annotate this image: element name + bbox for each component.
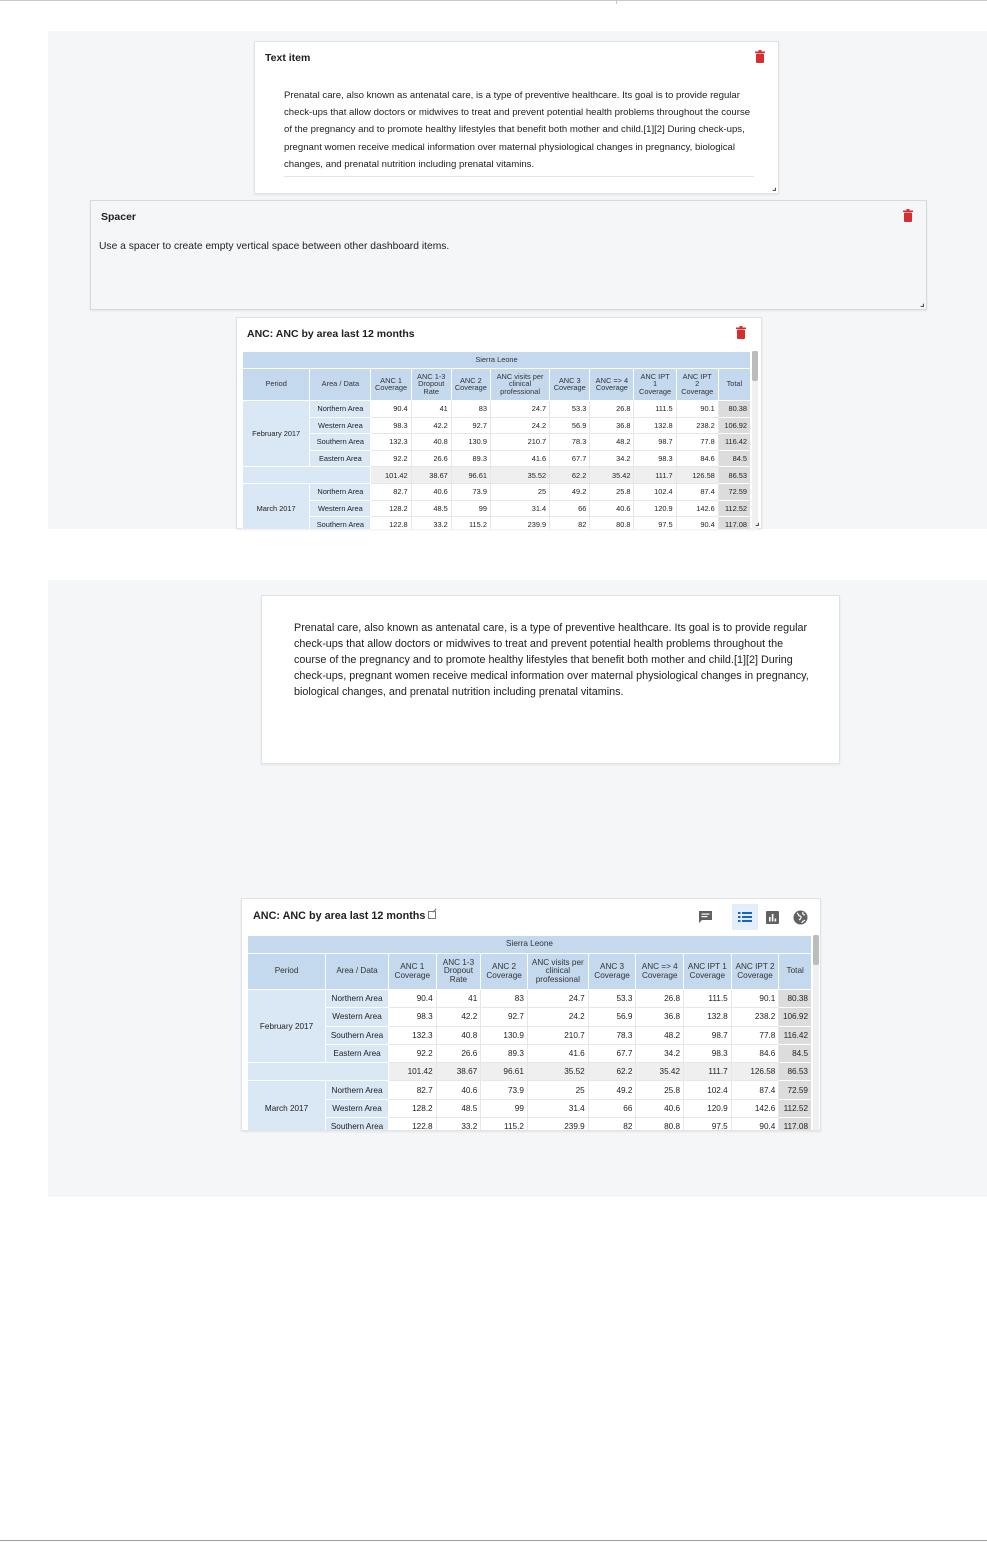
value-cell[interactable]: 98.7 <box>684 1026 732 1044</box>
value-cell[interactable]: 83 <box>481 989 528 1007</box>
value-cell[interactable]: 36.8 <box>590 417 634 434</box>
total-cell[interactable]: 117.08 <box>718 517 750 529</box>
value-cell[interactable]: 82.7 <box>388 1081 436 1099</box>
value-cell[interactable]: 41.6 <box>490 450 549 467</box>
value-cell[interactable]: 102.4 <box>634 483 676 500</box>
data-column-header[interactable]: ANC 3 Coverage <box>550 368 590 400</box>
view-as-map-button[interactable] <box>787 904 813 930</box>
resize-handle[interactable] <box>773 188 776 191</box>
value-cell[interactable]: 48.5 <box>436 1099 481 1117</box>
text-item-content: Prenatal care, also known as antenatal care, is a type of preventive healthcare. Its goal is to provide regular check-ups that allow doctors or midwives to treat and prevent potential health problems throughout the course of the pregnancy and to promote healthy lifestyles that benefit both mother and child.[1][2] During check-ups, pregnant women receive medical information over maternal physiological changes in pregnancy, biological changes, and prenatal nutrition including prenatal vitamins. <box>294 622 809 699</box>
value-cell[interactable]: 56.9 <box>550 417 590 434</box>
area-column-header[interactable]: Area / Data <box>326 954 389 990</box>
value-cell[interactable]: 41.6 <box>527 1044 588 1062</box>
pivot-grid <box>247 935 812 1130</box>
table-item-title: ANC: ANC by area last 12 months <box>247 328 415 340</box>
subtotal-cell[interactable]: 35.52 <box>527 1063 588 1081</box>
data-column-header[interactable]: ANC IPT 1 Coverage <box>634 368 676 400</box>
subtotal-label-cell <box>243 467 371 484</box>
value-cell[interactable]: 25.8 <box>636 1081 684 1099</box>
value-cell[interactable]: 77.8 <box>676 434 718 451</box>
area-cell: Western Area <box>310 500 371 517</box>
value-cell[interactable]: 130.9 <box>451 434 490 451</box>
area-cell: Eastern Area <box>326 1044 389 1062</box>
value-cell[interactable]: 130.9 <box>481 1026 528 1044</box>
value-cell[interactable]: 92.7 <box>451 417 490 434</box>
value-cell[interactable]: 97.5 <box>634 517 676 529</box>
value-cell[interactable]: 84.6 <box>676 450 718 467</box>
data-column-header[interactable]: ANC => 4 Coverage <box>590 368 634 400</box>
value-cell[interactable]: 78.3 <box>550 434 590 451</box>
period-column-header[interactable]: Period <box>243 368 310 400</box>
delete-icon[interactable] <box>736 326 746 339</box>
value-cell[interactable]: 48.2 <box>590 434 634 451</box>
value-cell[interactable]: 239.9 <box>527 1118 588 1130</box>
scrollbar[interactable] <box>752 351 758 529</box>
subtotal-cell[interactable]: 38.67 <box>436 1063 481 1081</box>
view-as-chart-button[interactable] <box>759 904 785 930</box>
value-cell[interactable]: 49.2 <box>588 1081 636 1099</box>
spacer-description: Use a spacer to create empty vertical space between other dashboard items. <box>99 241 450 252</box>
subtotal-cell[interactable]: 96.61 <box>451 467 490 484</box>
scrollbar[interactable] <box>813 935 819 1130</box>
external-link-icon[interactable] <box>428 911 436 919</box>
value-cell[interactable]: 40.8 <box>411 434 451 451</box>
value-cell[interactable]: 92.7 <box>481 1008 528 1026</box>
value-cell[interactable]: 120.9 <box>684 1099 732 1117</box>
value-cell[interactable]: 36.8 <box>636 1008 684 1026</box>
subtotal-cell[interactable]: 101.42 <box>371 467 411 484</box>
value-cell[interactable]: 40.6 <box>636 1099 684 1117</box>
total-cell[interactable]: 84.5 <box>718 450 750 467</box>
value-cell[interactable]: 25.8 <box>590 483 634 500</box>
table-row <box>248 1118 812 1130</box>
value-cell[interactable]: 84.6 <box>731 1044 779 1062</box>
subtotal-cell[interactable]: 35.52 <box>490 467 549 484</box>
pivot-table[interactable] <box>247 935 812 1130</box>
value-cell[interactable]: 115.2 <box>481 1118 528 1130</box>
map-icon <box>793 910 808 925</box>
value-cell[interactable]: 210.7 <box>527 1026 588 1044</box>
period-cell: February 2017 <box>243 400 310 466</box>
period-cell: February 2017 <box>248 989 326 1062</box>
value-cell[interactable]: 142.6 <box>676 500 718 517</box>
subtotal-cell[interactable]: 101.42 <box>388 1063 436 1081</box>
subtotal-cell[interactable]: 35.42 <box>636 1063 684 1081</box>
value-cell[interactable]: 92.2 <box>371 450 411 467</box>
value-cell[interactable]: 238.2 <box>676 417 718 434</box>
value-cell[interactable]: 90.4 <box>388 989 436 1007</box>
value-cell[interactable]: 24.2 <box>527 1008 588 1026</box>
interpretations-button[interactable] <box>692 904 718 930</box>
spacer-card[interactable] <box>90 200 927 310</box>
total-column-header[interactable]: Total <box>779 954 812 990</box>
value-cell[interactable]: 41 <box>411 400 451 417</box>
value-cell[interactable]: 98.3 <box>371 417 411 434</box>
total-cell[interactable]: 116.42 <box>779 1026 812 1044</box>
value-cell[interactable]: 115.2 <box>451 517 490 529</box>
value-cell[interactable]: 97.5 <box>684 1118 732 1130</box>
value-cell[interactable]: 210.7 <box>490 434 549 451</box>
data-column-header[interactable]: ANC 2 Coverage <box>451 368 490 400</box>
value-cell[interactable]: 67.7 <box>588 1044 636 1062</box>
value-cell[interactable]: 34.2 <box>636 1044 684 1062</box>
value-cell[interactable]: 132.8 <box>684 1008 732 1026</box>
org-unit-header: Sierra Leone <box>248 936 812 954</box>
area-cell: Southern Area <box>326 1026 389 1044</box>
value-cell[interactable]: 40.8 <box>436 1026 481 1044</box>
value-cell[interactable]: 98.7 <box>634 434 676 451</box>
pivot-grid <box>242 351 751 529</box>
data-column-header[interactable]: ANC visits per clinical professional <box>527 954 588 990</box>
area-cell: Northern Area <box>326 989 389 1007</box>
subtotal-cell[interactable]: 62.2 <box>588 1063 636 1081</box>
value-cell[interactable]: 33.2 <box>436 1118 481 1130</box>
text-item-title: Text item <box>265 52 311 64</box>
table-item-title: ANC: ANC by area last 12 months <box>253 910 436 922</box>
value-cell[interactable]: 132.8 <box>634 417 676 434</box>
period-cell: March 2017 <box>248 1081 326 1130</box>
data-column-header[interactable]: ANC 1 Coverage <box>371 368 411 400</box>
value-cell[interactable]: 98.3 <box>388 1008 436 1026</box>
value-cell[interactable]: 31.4 <box>490 500 549 517</box>
value-cell[interactable]: 34.2 <box>590 450 634 467</box>
value-cell[interactable]: 120.9 <box>634 500 676 517</box>
data-column-header[interactable]: ANC => 4 Coverage <box>636 954 684 990</box>
area-cell: Southern Area <box>310 434 371 451</box>
value-cell[interactable]: 90.4 <box>731 1118 779 1130</box>
value-cell[interactable]: 111.5 <box>634 400 676 417</box>
table-row <box>243 400 751 417</box>
subtotal-cell[interactable]: 96.61 <box>481 1063 528 1081</box>
area-cell: Northern Area <box>326 1081 389 1099</box>
value-cell[interactable]: 128.2 <box>371 500 411 517</box>
bottom-divider <box>0 1540 987 1541</box>
value-cell[interactable]: 98.3 <box>634 450 676 467</box>
org-unit-header: Sierra Leone <box>243 352 751 369</box>
resize-handle[interactable] <box>756 523 759 526</box>
area-cell: Southern Area <box>310 517 371 529</box>
period-column-header[interactable]: Period <box>248 954 326 990</box>
value-cell[interactable]: 53.3 <box>550 400 590 417</box>
value-cell[interactable]: 66 <box>550 500 590 517</box>
value-cell[interactable]: 26.8 <box>590 400 634 417</box>
value-cell[interactable]: 92.2 <box>388 1044 436 1062</box>
value-cell[interactable]: 98.3 <box>684 1044 732 1062</box>
total-cell[interactable]: 80.38 <box>718 400 750 417</box>
value-cell[interactable]: 73.9 <box>481 1081 528 1099</box>
area-cell: Northern Area <box>310 483 371 500</box>
value-cell[interactable]: 122.8 <box>388 1118 436 1130</box>
value-cell[interactable]: 26.8 <box>636 989 684 1007</box>
view-as-table-button[interactable] <box>732 904 758 930</box>
area-cell: Western Area <box>326 1008 389 1026</box>
table-row <box>243 517 751 529</box>
text-item-card[interactable] <box>254 41 779 194</box>
subtotal-cell[interactable]: 38.67 <box>411 467 451 484</box>
data-column-header[interactable]: ANC IPT 1 Coverage <box>684 954 732 990</box>
table-row <box>248 1026 812 1044</box>
value-cell[interactable]: 102.4 <box>684 1081 732 1099</box>
value-cell[interactable]: 82 <box>550 517 590 529</box>
value-cell[interactable]: 24.7 <box>527 989 588 1007</box>
data-column-header[interactable]: ANC 1-3 Dropout Rate <box>411 368 451 400</box>
area-column-header[interactable]: Area / Data <box>310 368 371 400</box>
value-cell[interactable]: 25 <box>490 483 549 500</box>
data-column-header[interactable]: ANC visits per clinical professional <box>490 368 549 400</box>
value-cell[interactable]: 99 <box>481 1099 528 1117</box>
subtotal-cell[interactable]: 62.2 <box>550 467 590 484</box>
delete-icon[interactable] <box>903 209 913 222</box>
total-cell[interactable]: 112.52 <box>718 500 750 517</box>
value-cell[interactable]: 73.9 <box>451 483 490 500</box>
value-cell[interactable]: 42.2 <box>436 1008 481 1026</box>
table-row <box>248 1099 812 1117</box>
table-row <box>243 450 751 467</box>
value-cell[interactable]: 31.4 <box>527 1099 588 1117</box>
table-item-card[interactable] <box>241 898 821 1131</box>
value-cell[interactable]: 82 <box>588 1118 636 1130</box>
value-cell[interactable]: 238.2 <box>731 1008 779 1026</box>
chart-icon <box>766 911 779 924</box>
value-cell[interactable]: 132.3 <box>371 434 411 451</box>
total-cell[interactable]: 112.52 <box>779 1099 812 1117</box>
value-cell[interactable]: 87.4 <box>676 483 718 500</box>
value-cell[interactable]: 80.8 <box>636 1118 684 1130</box>
value-cell[interactable]: 111.5 <box>684 989 732 1007</box>
value-cell[interactable]: 49.2 <box>550 483 590 500</box>
subtotal-cell[interactable]: 111.7 <box>634 467 676 484</box>
total-cell[interactable]: 72.59 <box>779 1081 812 1099</box>
value-cell[interactable]: 82.7 <box>371 483 411 500</box>
data-column-header[interactable]: ANC IPT 2 Coverage <box>676 368 718 400</box>
data-column-header[interactable]: ANC 2 Coverage <box>481 954 528 990</box>
subtotal-cell[interactable]: 126.58 <box>731 1063 779 1081</box>
resize-handle[interactable] <box>921 304 924 307</box>
value-cell[interactable]: 67.7 <box>550 450 590 467</box>
value-cell[interactable]: 87.4 <box>731 1081 779 1099</box>
value-cell[interactable]: 132.3 <box>388 1026 436 1044</box>
value-cell[interactable]: 99 <box>451 500 490 517</box>
dashboard-edit-area <box>48 31 987 529</box>
value-cell[interactable]: 33.2 <box>411 517 451 529</box>
area-cell: Western Area <box>310 417 371 434</box>
table-row <box>248 1044 812 1062</box>
value-cell[interactable]: 90.4 <box>371 400 411 417</box>
table-row <box>243 434 751 451</box>
area-cell: Western Area <box>326 1099 389 1117</box>
subtotal-row <box>243 467 751 484</box>
value-cell[interactable]: 66 <box>588 1099 636 1117</box>
table-row <box>243 483 751 500</box>
value-cell[interactable]: 142.6 <box>731 1099 779 1117</box>
total-cell[interactable]: 106.92 <box>718 417 750 434</box>
data-column-header[interactable]: ANC 1-3 Dropout Rate <box>436 954 481 990</box>
text-item-card <box>261 595 840 764</box>
value-cell[interactable]: 83 <box>451 400 490 417</box>
subtotal-cell[interactable]: 35.42 <box>590 467 634 484</box>
value-cell[interactable]: 122.8 <box>371 517 411 529</box>
dashboard-view-area <box>48 580 987 1197</box>
value-cell[interactable]: 40.6 <box>411 483 451 500</box>
value-cell[interactable]: 90.4 <box>676 517 718 529</box>
data-column-header[interactable]: ANC 3 Coverage <box>588 954 636 990</box>
period-cell: March 2017 <box>243 483 310 529</box>
data-column-header[interactable]: ANC 1 Coverage <box>388 954 436 990</box>
area-cell: Southern Area <box>326 1118 389 1130</box>
subtotal-cell[interactable]: 126.58 <box>676 467 718 484</box>
table-row <box>243 417 751 434</box>
value-cell[interactable]: 80.8 <box>590 517 634 529</box>
total-cell[interactable]: 106.92 <box>779 1008 812 1026</box>
value-cell[interactable]: 25 <box>527 1081 588 1099</box>
value-cell[interactable]: 26.6 <box>411 450 451 467</box>
table-row <box>248 1008 812 1026</box>
table-item-card[interactable] <box>236 317 762 529</box>
total-column-header[interactable]: Total <box>718 368 750 400</box>
delete-icon[interactable] <box>755 50 765 63</box>
text-item-content[interactable]: Prenatal care, also known as antenatal care, is a type of preventive healthcare. Its goal is to provide regular check-ups that allow doctors or midwives to treat and prevent potential health problems throughout the course of the pregnancy and to promote healthy lifestyles that benefit both mother and child.[1][2] During check-ups, pregnant women receive medical information over maternal physiological changes in pregnancy, biological changes, and prenatal nutrition including prenatal vitamins. <box>284 87 754 177</box>
data-column-header[interactable]: ANC IPT 2 Coverage <box>731 954 779 990</box>
value-cell[interactable]: 42.2 <box>411 417 451 434</box>
top-divider <box>0 0 987 1</box>
value-cell[interactable]: 77.8 <box>731 1026 779 1044</box>
value-cell[interactable]: 78.3 <box>588 1026 636 1044</box>
table-row <box>243 500 751 517</box>
pivot-table[interactable] <box>242 351 751 529</box>
value-cell[interactable]: 239.9 <box>490 517 549 529</box>
value-cell[interactable]: 48.2 <box>636 1026 684 1044</box>
value-cell[interactable]: 89.3 <box>481 1044 528 1062</box>
value-cell[interactable]: 48.5 <box>411 500 451 517</box>
total-cell[interactable]: 80.38 <box>779 989 812 1007</box>
subtotal-label-cell <box>248 1063 389 1081</box>
value-cell[interactable]: 128.2 <box>388 1099 436 1117</box>
interpretations-icon <box>698 910 713 924</box>
area-cell: Eastern Area <box>310 450 371 467</box>
spacer-title: Spacer <box>101 211 137 223</box>
total-cell[interactable]: 84.5 <box>779 1044 812 1062</box>
table-row <box>248 989 812 1007</box>
value-cell[interactable]: 41 <box>436 989 481 1007</box>
table-row <box>248 1081 812 1099</box>
value-cell[interactable]: 89.3 <box>451 450 490 467</box>
total-cell[interactable]: 117.08 <box>779 1118 812 1130</box>
table-icon <box>738 911 752 923</box>
value-cell[interactable]: 53.3 <box>588 989 636 1007</box>
value-cell[interactable]: 56.9 <box>588 1008 636 1026</box>
value-cell[interactable]: 40.6 <box>436 1081 481 1099</box>
value-cell[interactable]: 90.1 <box>731 989 779 1007</box>
subtotal-total-cell[interactable]: 86.53 <box>779 1063 812 1081</box>
area-cell: Northern Area <box>310 400 371 417</box>
value-cell[interactable]: 24.2 <box>490 417 549 434</box>
value-cell[interactable]: 40.6 <box>590 500 634 517</box>
value-cell[interactable]: 26.6 <box>436 1044 481 1062</box>
value-cell[interactable]: 90.1 <box>676 400 718 417</box>
total-cell[interactable]: 72.59 <box>718 483 750 500</box>
total-cell[interactable]: 116.42 <box>718 434 750 451</box>
value-cell[interactable]: 24.7 <box>490 400 549 417</box>
subtotal-total-cell[interactable]: 86.53 <box>718 467 750 484</box>
subtotal-row <box>248 1063 812 1081</box>
subtotal-cell[interactable]: 111.7 <box>684 1063 732 1081</box>
